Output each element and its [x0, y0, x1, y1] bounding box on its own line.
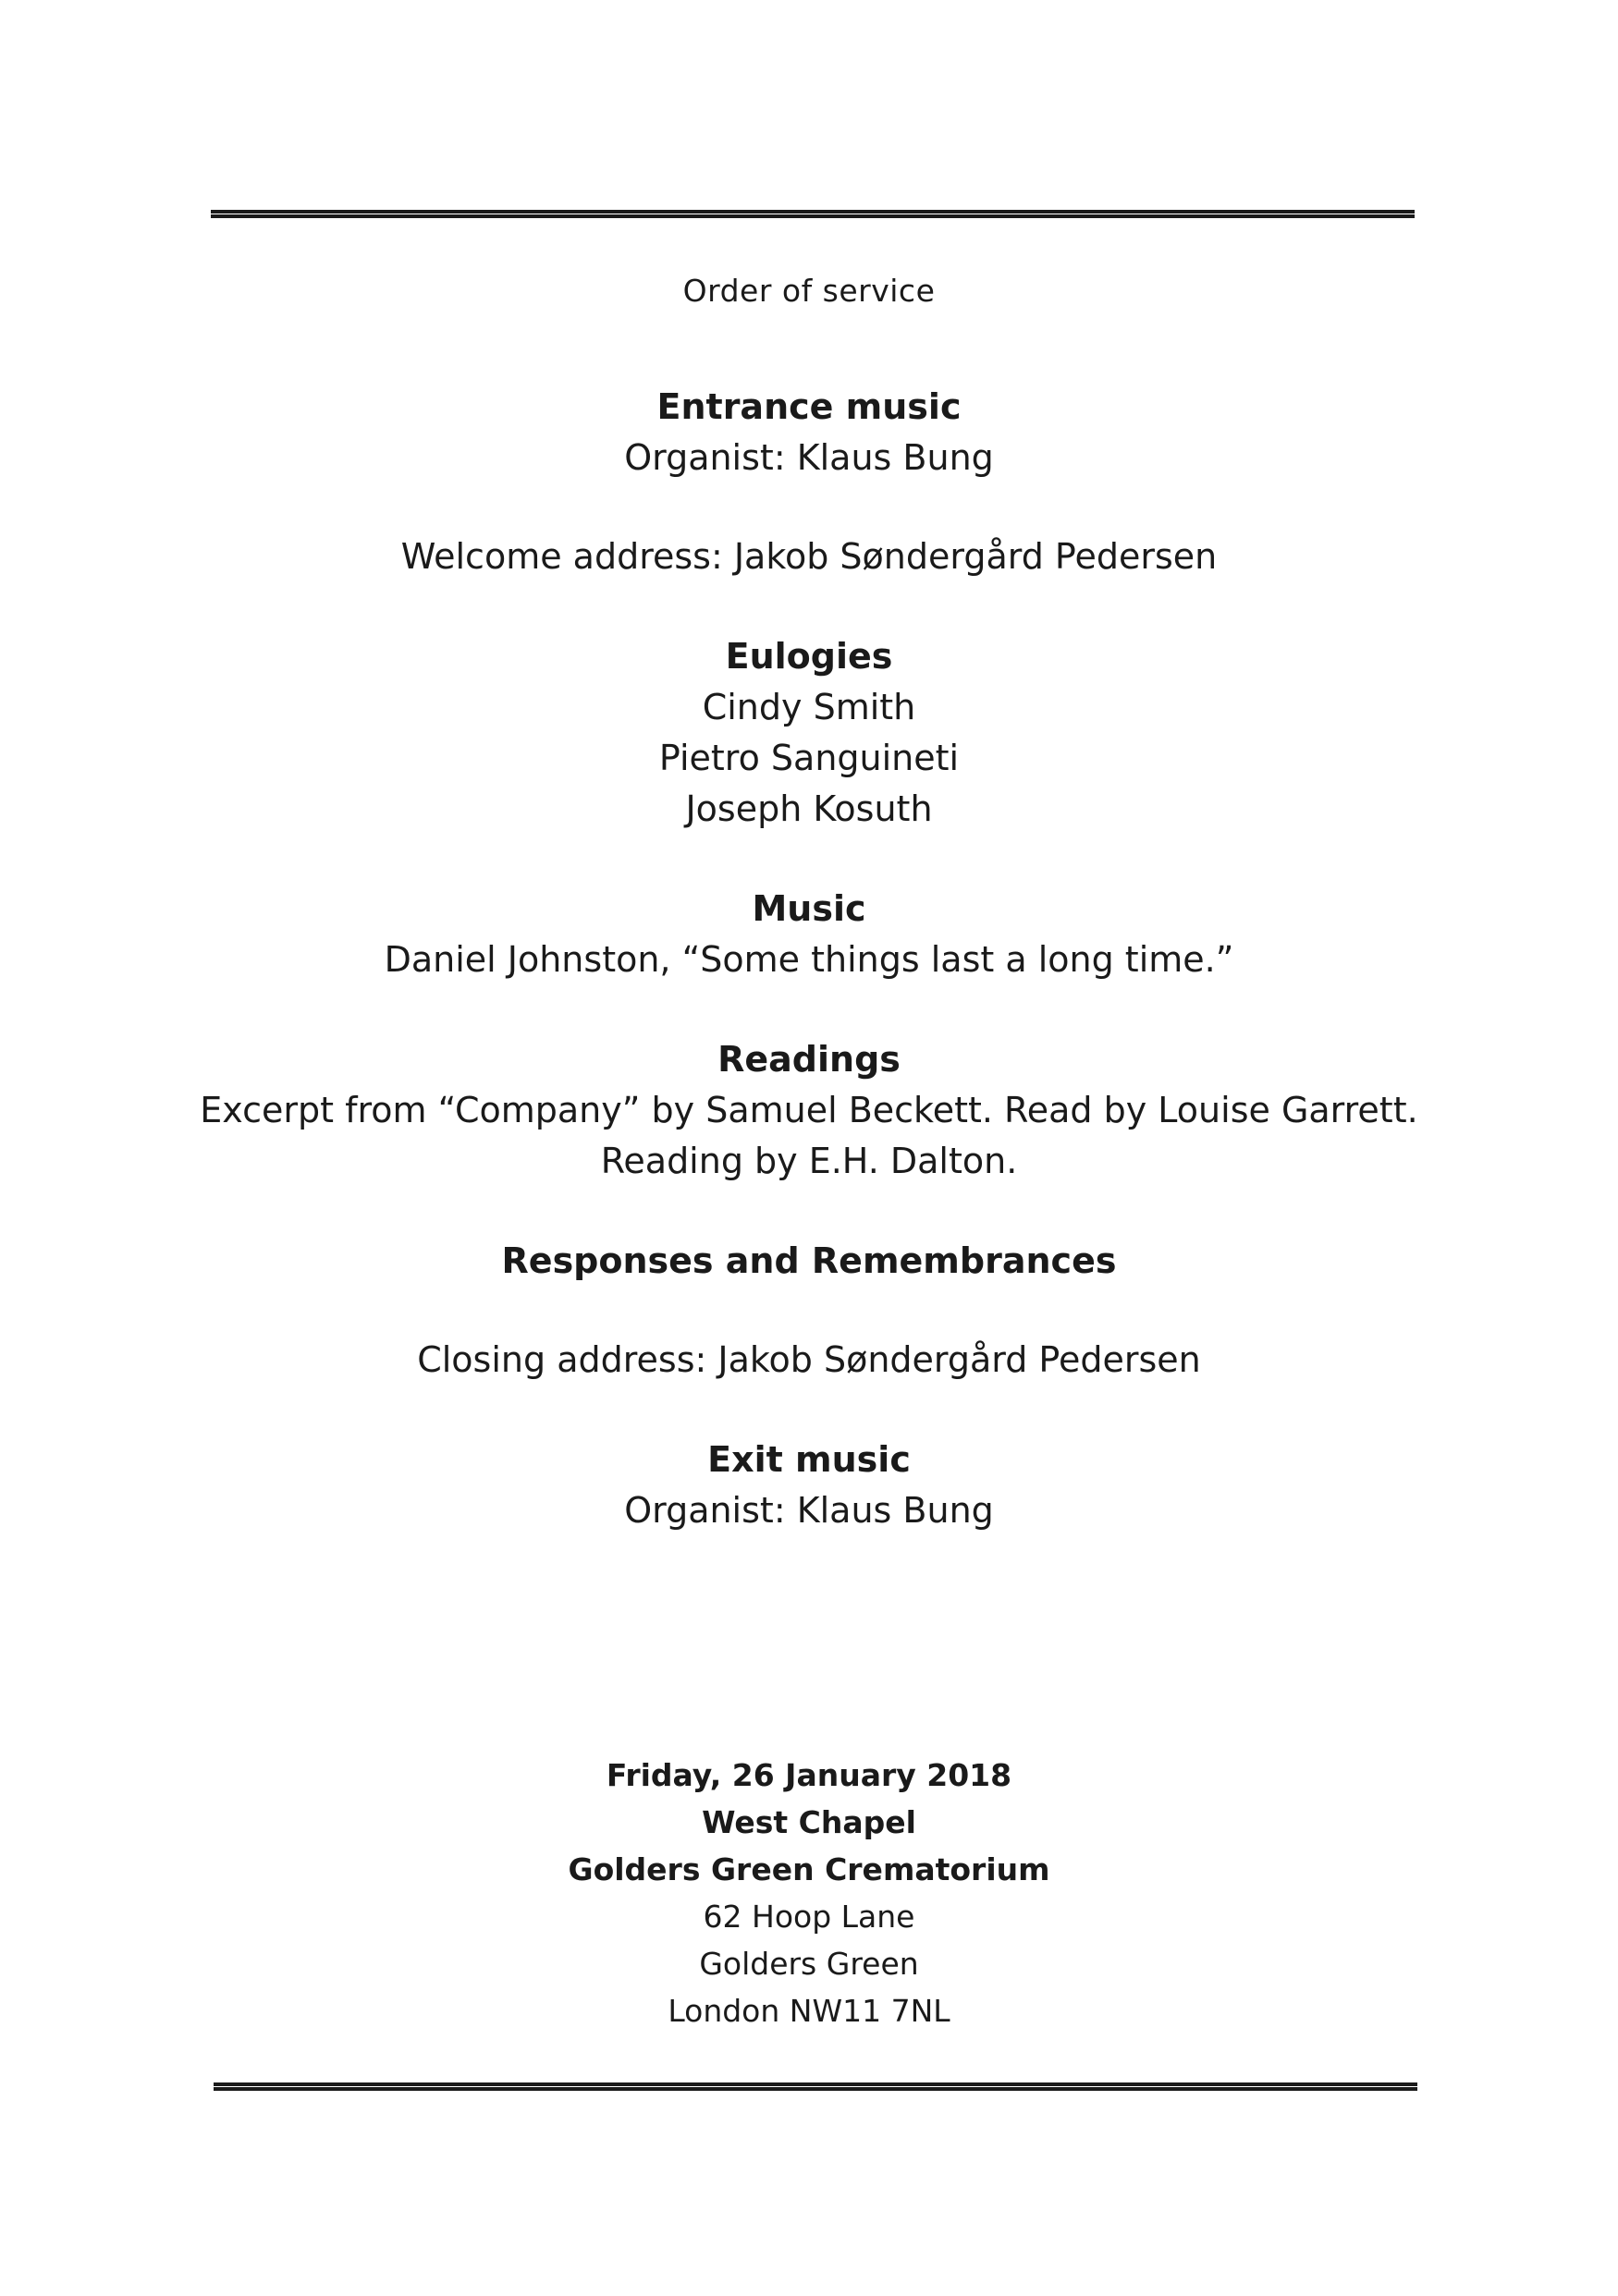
chapel-name: West Chapel: [702, 1804, 916, 1840]
eulogist-name: Pietro Sanguineti: [658, 738, 960, 778]
top-double-rule: [211, 210, 1415, 218]
section-line: Welcome address: Jakob Søndergård Pedersen: [400, 536, 1218, 577]
address-line: London NW11 7NL: [668, 1993, 950, 2029]
section-heading: Eulogies: [725, 636, 893, 677]
section-line: Excerpt from “Company” by Samuel Beckett. Read by Louise Garrett.: [200, 1090, 1418, 1130]
section-readings: [0, 1033, 1618, 1187]
section-line: Organist: Klaus Bung: [624, 1490, 994, 1531]
document-title: Order of service: [682, 273, 936, 309]
section-line: Daniel Johnston, “Some things last a long time.”: [384, 939, 1234, 980]
section-heading: Entrance music: [656, 386, 962, 427]
eulogist-name: Joseph Kosuth: [685, 788, 933, 829]
venue-name: Golders Green Crematorium: [568, 1851, 1050, 1887]
section-line: Organist: Klaus Bung: [624, 437, 994, 478]
address-line: Golders Green: [699, 1946, 919, 1982]
service-date: Friday, 26 January 2018: [606, 1757, 1012, 1793]
bottom-double-rule: [214, 2082, 1417, 2091]
section-heading: Readings: [717, 1039, 901, 1080]
section-heading: Music: [752, 888, 866, 929]
section-responses-remembrances: [0, 1235, 1618, 1287]
section-eulogies: [0, 630, 1618, 835]
order-of-service: [0, 268, 1618, 1536]
eulogist-name: Cindy Smith: [702, 687, 916, 727]
section-welcome-address: [0, 531, 1618, 582]
section-heading: Responses and Remembrances: [501, 1240, 1117, 1281]
address-line: 62 Hoop Lane: [703, 1899, 915, 1935]
section-line: Reading by E.H. Dalton.: [600, 1141, 1018, 1181]
section-music: [0, 883, 1618, 985]
section-exit-music: [0, 1434, 1618, 1536]
section-heading: Exit music: [707, 1439, 911, 1480]
section-entrance-music: [0, 381, 1618, 483]
section-line: Closing address: Jakob Søndergård Pedersen: [417, 1339, 1201, 1380]
section-closing-address: [0, 1335, 1618, 1386]
venue-details: [0, 1752, 1618, 2034]
